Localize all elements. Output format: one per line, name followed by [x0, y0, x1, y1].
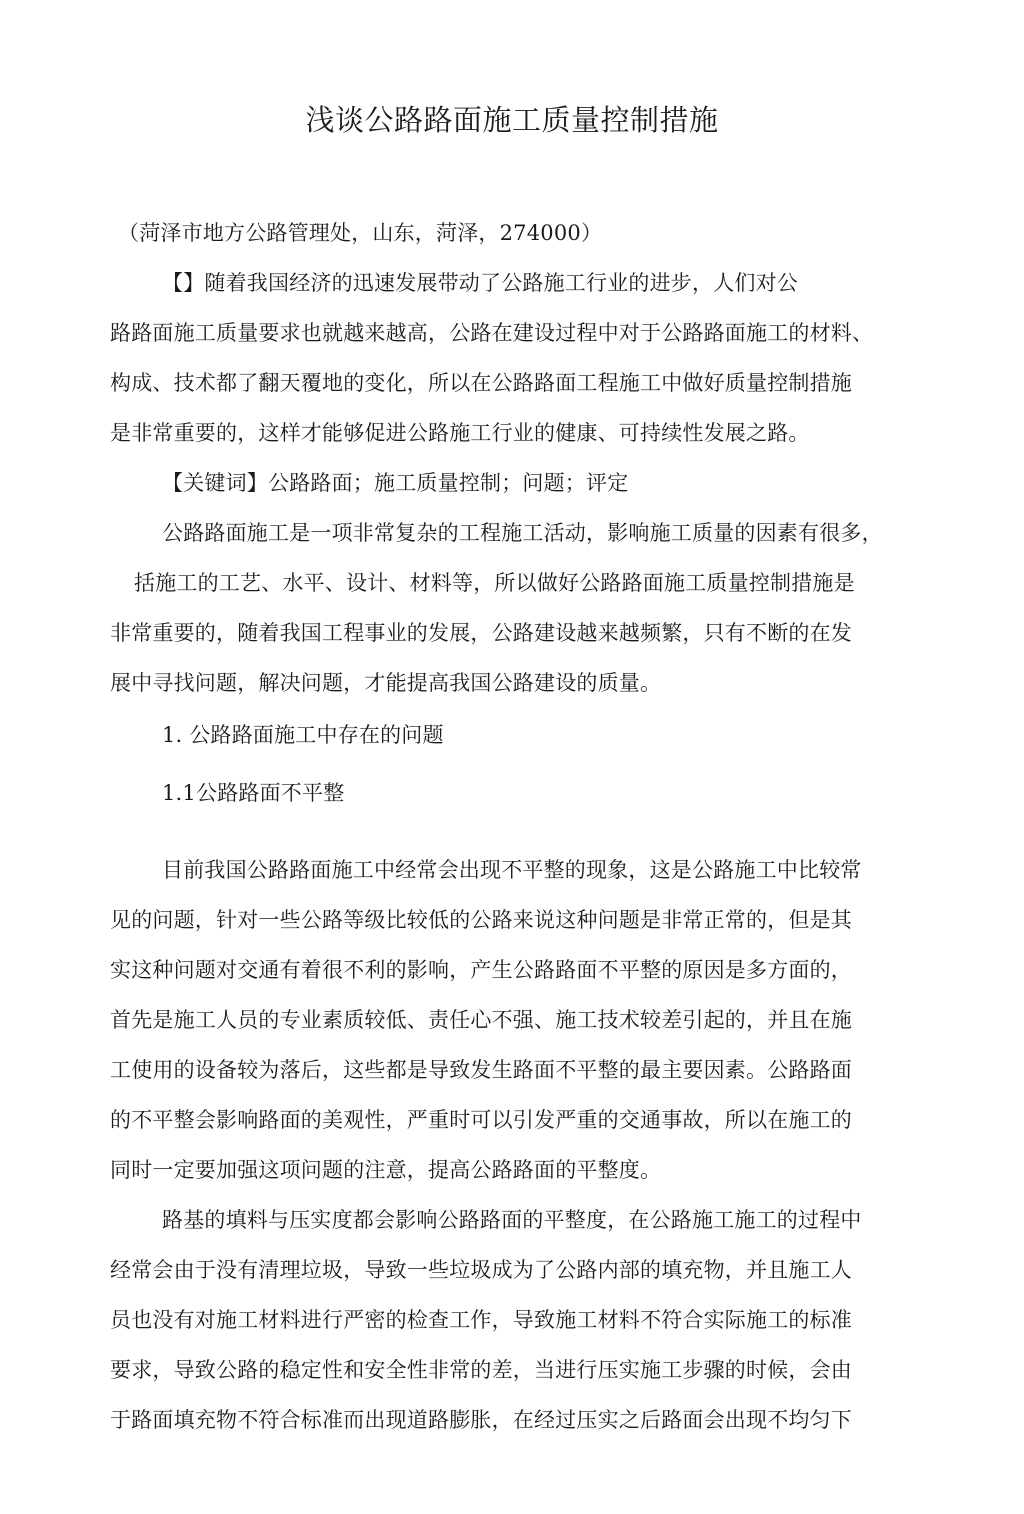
subsection-heading: 1.1公路路面不平整	[162, 781, 345, 805]
intro-line: 展中寻找问题，解决问题，才能提高我国公路建设的质量。	[110, 671, 662, 695]
paragraph-line: 同时一定要加强这项问题的注意，提高公路路面的平整度。	[110, 1158, 662, 1182]
paragraph-line: 的不平整会影响路面的美观性，严重时可以引发严重的交通事故，所以在施工的	[110, 1108, 852, 1132]
abstract-line: 【】随着我国经济的迅速发展带动了公路施工行业的进步，人们对公	[162, 271, 798, 295]
abstract-line: 是非常重要的，这样才能够促进公路施工行业的健康、可持续性发展之路。	[110, 421, 810, 445]
keywords-line: 【关键词】公路路面；施工质量控制；问题；评定	[162, 471, 629, 495]
paragraph-line: 实这种问题对交通有着很不利的影响，产生公路路面不平整的原因是多方面的，	[110, 958, 852, 982]
paragraph-line: 经常会由于没有清理垃圾，导致一些垃圾成为了公路内部的填充物，并且施工人	[110, 1258, 852, 1282]
intro-line: 公路路面施工是一项非常复杂的工程施工活动，影响施工质量的因素有很多，	[162, 521, 883, 545]
paragraph-line: 员也没有对施工材料进行严密的检查工作，导致施工材料不符合实际施工的标准	[110, 1308, 852, 1332]
paragraph-line: 要求，导致公路的稳定性和安全性非常的差，当进行压实施工步骤的时候，会由	[110, 1358, 852, 1382]
paragraph-line: 工使用的设备较为落后，这些都是导致发生路面不平整的最主要因素。公路路面	[110, 1058, 852, 1082]
paragraph-line: 首先是施工人员的专业素质较低、责任心不强、施工技术较差引起的，并且在施	[110, 1008, 852, 1032]
intro-line: 非常重要的，随着我国工程事业的发展，公路建设越来越频繁，只有不断的在发	[110, 621, 852, 645]
paragraph-line: 见的问题，针对一些公路等级比较低的公路来说这种问题是非常正常的，但是其	[110, 908, 852, 932]
author-affiliation: （菏泽市地方公路管理处，山东，菏泽，274000）	[118, 221, 603, 245]
paragraph-line: 于路面填充物不符合标准而出现道路膨胀，在经过压实之后路面会出现不均匀下	[110, 1408, 852, 1432]
abstract-line: 路路面施工质量要求也就越来越高，公路在建设过程中对于公路路面施工的材料、	[110, 321, 874, 345]
abstract-line: 构成、技术都了翻天覆地的变化，所以在公路路面工程施工中做好质量控制措施	[110, 371, 852, 395]
document-title: 浅谈公路路面施工质量控制措施	[305, 103, 719, 137]
paragraph-line: 路基的填料与压实度都会影响公路路面的平整度，在公路施工施工的过程中	[162, 1208, 862, 1232]
paragraph-line: 目前我国公路路面施工中经常会出现不平整的现象，这是公路施工中比较常	[162, 858, 862, 882]
intro-line: 括施工的工艺、水平、设计、材料等，所以做好公路路面施工质量控制措施是	[134, 571, 855, 595]
section-heading: 1. 公路路面施工中存在的问题	[162, 723, 444, 747]
